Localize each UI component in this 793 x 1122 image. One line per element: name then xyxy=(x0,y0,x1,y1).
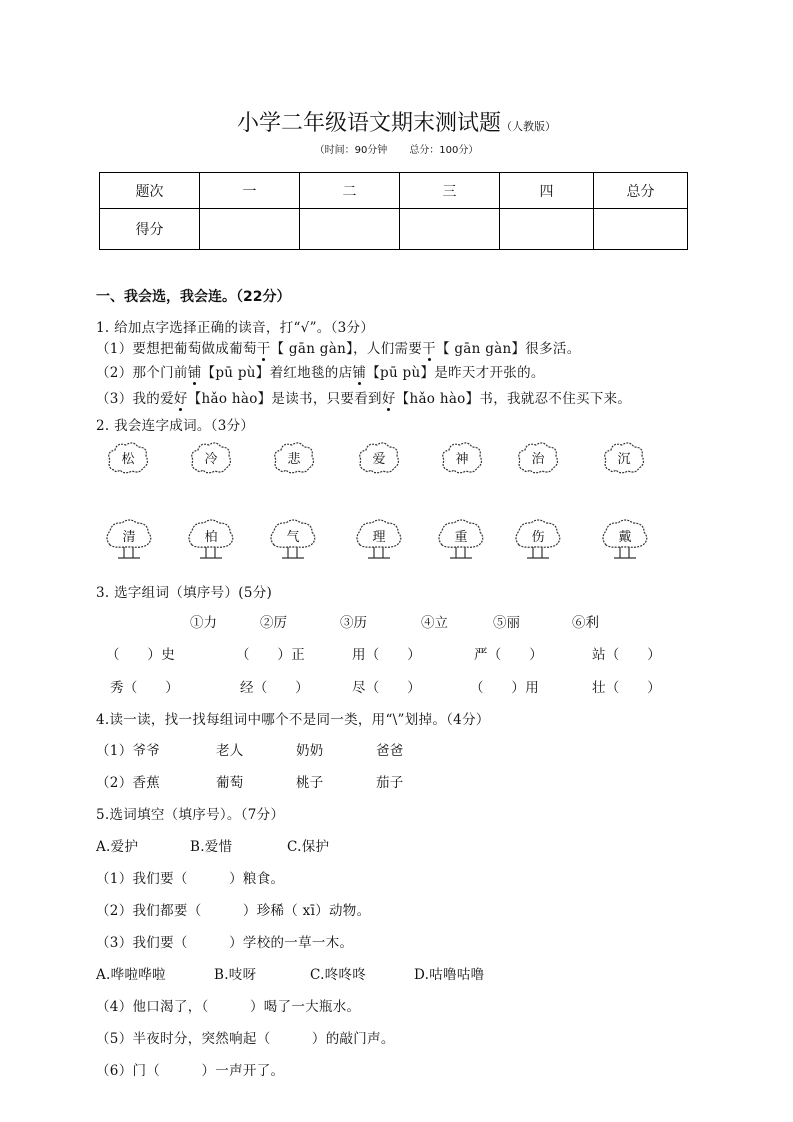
question-1-line-3 xyxy=(96,387,631,407)
option-label: ⑥利 xyxy=(572,615,599,631)
text-segment: （1）要想把葡萄做成葡萄 xyxy=(96,341,257,357)
fill-sentence[interactable]: （5）半夜时分，突然响起（ ）的敲门声。 xyxy=(96,1031,395,1047)
word-item[interactable]: 茄子 xyxy=(376,775,404,791)
header-cell: 四 xyxy=(500,173,594,209)
text-segment: 【pū pù】是昨天才开张的。 xyxy=(366,365,545,381)
header-cell: 二 xyxy=(300,173,400,209)
total-label: 总分：100分） xyxy=(409,145,479,156)
cloud-character: 沉 xyxy=(617,452,631,467)
fill-blank[interactable]: 经（ ） xyxy=(240,680,309,696)
text-segment: （3）我的爱 xyxy=(96,391,174,407)
header-cell: 题次 xyxy=(100,173,200,209)
choice-option: C.咚咚咚 xyxy=(310,967,367,983)
fill-sentence[interactable]: （1）我们要（ ）粮食。 xyxy=(96,871,285,887)
cloud-card[interactable] xyxy=(272,440,316,476)
fill-blank[interactable]: 用（ ） xyxy=(352,647,421,663)
cloud-card[interactable] xyxy=(516,440,560,476)
word-item[interactable]: 奶奶 xyxy=(296,743,324,759)
word-item[interactable]: （1）爷爷 xyxy=(96,743,161,759)
tree-card[interactable] xyxy=(186,518,236,562)
header-cell: 一 xyxy=(200,173,300,209)
choice-option: A.哗啦哗啦 xyxy=(96,967,166,983)
cloud-character: 冷 xyxy=(204,452,218,467)
question-3-title: 3. 选字组词（填序号）(5分) xyxy=(96,585,273,601)
header-cell: 三 xyxy=(400,173,500,209)
cloud-card[interactable] xyxy=(357,440,401,476)
cloud-card[interactable] xyxy=(440,440,484,476)
question-4-title: 4.读一读，找一找每组词中哪个不是同一类，用“\”划掉。（4分） xyxy=(96,712,490,728)
fill-blank[interactable]: 壮（ ） xyxy=(592,680,661,696)
score-cell[interactable] xyxy=(594,209,688,250)
tree-card[interactable] xyxy=(436,518,486,562)
cloud-character: 松 xyxy=(121,452,135,467)
tree-character: 重 xyxy=(454,530,468,545)
question-1-line-2 xyxy=(96,361,545,381)
tree-character: 气 xyxy=(286,530,300,545)
question-2-title: 2. 我会连字成词。（3分） xyxy=(96,418,255,434)
exam-info xyxy=(0,141,793,156)
tree-card[interactable] xyxy=(600,518,650,562)
question-1-line-1 xyxy=(96,337,581,357)
choice-option: D.咕噜咕噜 xyxy=(414,967,485,983)
dotted-char: 好 xyxy=(173,391,188,407)
edition-label: （人教版） xyxy=(501,120,556,133)
fill-sentence[interactable]: （3）我们要（ ）学校的一草一木。 xyxy=(96,935,354,951)
fill-blank[interactable]: （ ）史 xyxy=(106,647,175,663)
tree-character: 理 xyxy=(372,530,386,545)
cloud-character: 治 xyxy=(531,452,545,467)
score-table-header-row xyxy=(100,173,688,209)
fill-blank[interactable]: 秀（ ） xyxy=(110,680,179,696)
page-title xyxy=(0,106,793,137)
cloud-character: 悲 xyxy=(287,452,301,467)
option-label: ①力 xyxy=(190,615,217,631)
tree-card[interactable] xyxy=(354,518,404,562)
header-cell: 总分 xyxy=(594,173,688,209)
tree-card[interactable] xyxy=(268,518,318,562)
word-item[interactable]: 老人 xyxy=(216,743,244,759)
text-segment: 【hǎo hào】是读书，只要看到 xyxy=(187,391,382,407)
word-item[interactable]: 桃子 xyxy=(296,775,324,791)
fill-blank[interactable]: （ ）用 xyxy=(470,680,539,696)
time-label: （时间：90分钟 xyxy=(314,145,388,156)
section-heading: 一、我会选，我会连。（22分） xyxy=(96,289,291,305)
dotted-char: 铺 xyxy=(187,365,202,381)
text-segment: 【 gān gàn】，人们需要 xyxy=(270,341,423,357)
title-text: 小学二年级语文期末测试题 xyxy=(236,111,501,136)
choice-option: B.爱惜 xyxy=(190,839,233,855)
cloud-card[interactable] xyxy=(189,440,233,476)
score-cell[interactable] xyxy=(400,209,500,250)
cloud-character: 神 xyxy=(455,452,469,467)
choice-option: C.保护 xyxy=(287,839,330,855)
option-label: ②厉 xyxy=(260,615,287,631)
word-item[interactable]: 葡萄 xyxy=(216,775,244,791)
tree-character: 伤 xyxy=(531,530,545,545)
tree-card[interactable] xyxy=(104,518,154,562)
fill-sentence[interactable]: （6）门（ ）一声开了。 xyxy=(96,1063,285,1079)
score-label-cell: 得分 xyxy=(100,209,200,250)
choice-option: B.吱呀 xyxy=(214,967,257,983)
question-1-title: 1. 给加点字选择正确的读音，打“√”。（3分） xyxy=(96,320,375,336)
tree-character: 戴 xyxy=(618,530,632,545)
score-cell[interactable] xyxy=(200,209,300,250)
text-segment: 【hǎo hào】书，我就忍不住买下来。 xyxy=(395,391,632,407)
text-segment: 【 gān gàn】很多活。 xyxy=(435,341,581,357)
word-item[interactable]: 爸爸 xyxy=(376,743,404,759)
option-label: ③历 xyxy=(340,615,367,631)
dotted-char: 铺 xyxy=(352,365,367,381)
choice-option: A.爱护 xyxy=(96,839,139,855)
text-segment: （2）那个门前 xyxy=(96,365,188,381)
dotted-char: 好 xyxy=(381,391,396,407)
cloud-card[interactable] xyxy=(602,440,646,476)
fill-sentence[interactable]: （4）他口渴了，（ ）喝了一大瓶水。 xyxy=(96,999,361,1015)
fill-blank[interactable]: （ ）正 xyxy=(236,647,305,663)
fill-blank[interactable]: 尽（ ） xyxy=(352,680,421,696)
question-5-title: 5.选词填空（填序号）。（7分） xyxy=(96,807,285,823)
score-cell[interactable] xyxy=(300,209,400,250)
tree-card[interactable] xyxy=(513,518,563,562)
score-cell[interactable] xyxy=(500,209,594,250)
tree-character: 柏 xyxy=(204,530,218,545)
text-segment: 【pū pù】着红地毯的店 xyxy=(201,365,353,381)
dotted-char: 干 xyxy=(256,341,271,357)
option-label: ④立 xyxy=(421,615,448,631)
tree-character: 清 xyxy=(122,530,136,545)
word-item[interactable]: （2）香蕉 xyxy=(96,775,161,791)
cloud-character: 爱 xyxy=(372,452,386,467)
option-label: ⑤丽 xyxy=(493,615,520,631)
score-table xyxy=(99,172,688,250)
score-table-score-row xyxy=(100,209,688,250)
cloud-card[interactable] xyxy=(106,440,150,476)
fill-blank[interactable]: 站（ ） xyxy=(592,647,661,663)
fill-blank[interactable]: 严（ ） xyxy=(474,647,543,663)
fill-sentence[interactable]: （2）我们都要（ ）珍稀（ xī）动物。 xyxy=(96,903,371,919)
dotted-char: 干 xyxy=(422,341,436,357)
